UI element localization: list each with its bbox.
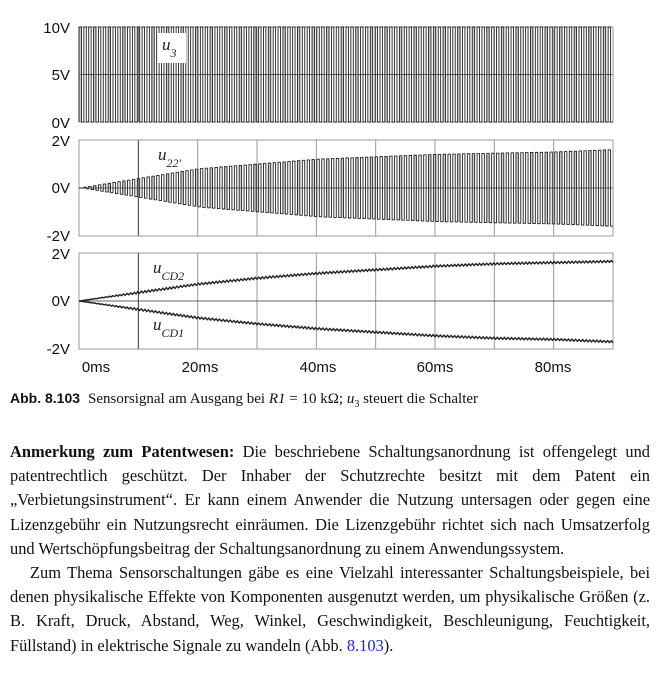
caption-text: Sensorsignal am Ausgang bei <box>88 391 269 407</box>
body-text <box>10 440 650 658</box>
figure-caption <box>10 390 660 410</box>
y-tick-label: 0V <box>51 115 70 132</box>
trace-label-u22: $u_{22'}$ <box>158 145 182 170</box>
caption-r-symbol: R1 <box>268 391 286 407</box>
figure-number: Abb. 8.103 <box>10 390 81 406</box>
paragraph-sensors <box>10 561 650 658</box>
trace-label-u3: $u_3$ <box>162 35 177 60</box>
paragraph-end: ). <box>383 635 394 655</box>
caption-text-end: steuert die Schalter <box>359 391 479 407</box>
paragraph-patent <box>10 440 650 561</box>
paragraph-text: Zum Thema Sensorschaltungen gäbe es eine Vielzahl interessanter Schaltungsbeispiele, bei denen physikalische Effekte von Komponenten ausgenutzt werden, um physikalische Größen (z. B. Kraft, Druck, Abstand, Weg, Winkel, Geschwindigkeit, Beschleunigung, Feuchtigkeit, Füllstand) in elektrische Signale zu wandeln (Abb. <box>10 563 650 655</box>
paragraph-text: Die beschriebene Schaltungsanordnung ist offengelegt und patentrechtlich geschützt. Der Inhaber der Schutzrechte besitzt mit dem Patent ein „Verbietungsinstrument“. Er kann einem Anwender die Nutzung untersagen oder gegen eine Lizenzgebühr ein Nutzungsrecht einräumen. Die Lizenzgebühr richtet sich nach Umsatzerfolg und Wertschöpfungsbeitrag der Schaltungsanordnung zu einem Anwendungssystem. <box>10 442 650 558</box>
x-tick-label: 20ms <box>181 359 219 376</box>
y-tick-label: -2V <box>46 228 70 245</box>
y-tick-label: 0V <box>51 180 70 197</box>
y-tick-label: 2V <box>51 133 70 150</box>
y-tick-label: 10V <box>43 20 70 37</box>
y-tick-label: 2V <box>51 246 70 263</box>
x-tick-label: 80ms <box>534 359 572 376</box>
trace-label-ucd2: $u_{CD2}$ <box>153 258 185 283</box>
x-tick-label: 60ms <box>416 359 454 376</box>
y-tick-label: 5V <box>51 67 70 84</box>
y-tick-label: -2V <box>46 341 70 358</box>
y-tick-label: 0V <box>51 293 70 310</box>
caption-u-symbol: u <box>346 391 355 407</box>
caption-equation: = 10 kΩ; <box>285 391 347 407</box>
figure-reference-link[interactable]: 8.103 <box>346 635 384 655</box>
x-tick-label: 40ms <box>299 359 337 376</box>
trace-label-ucd1: $u_{CD1}$ <box>153 315 185 340</box>
paragraph-heading: Anmerkung zum Patentwesen: <box>10 442 235 461</box>
x-tick-label: 0ms <box>81 359 111 376</box>
caption-u-sub: 3 <box>354 399 360 410</box>
